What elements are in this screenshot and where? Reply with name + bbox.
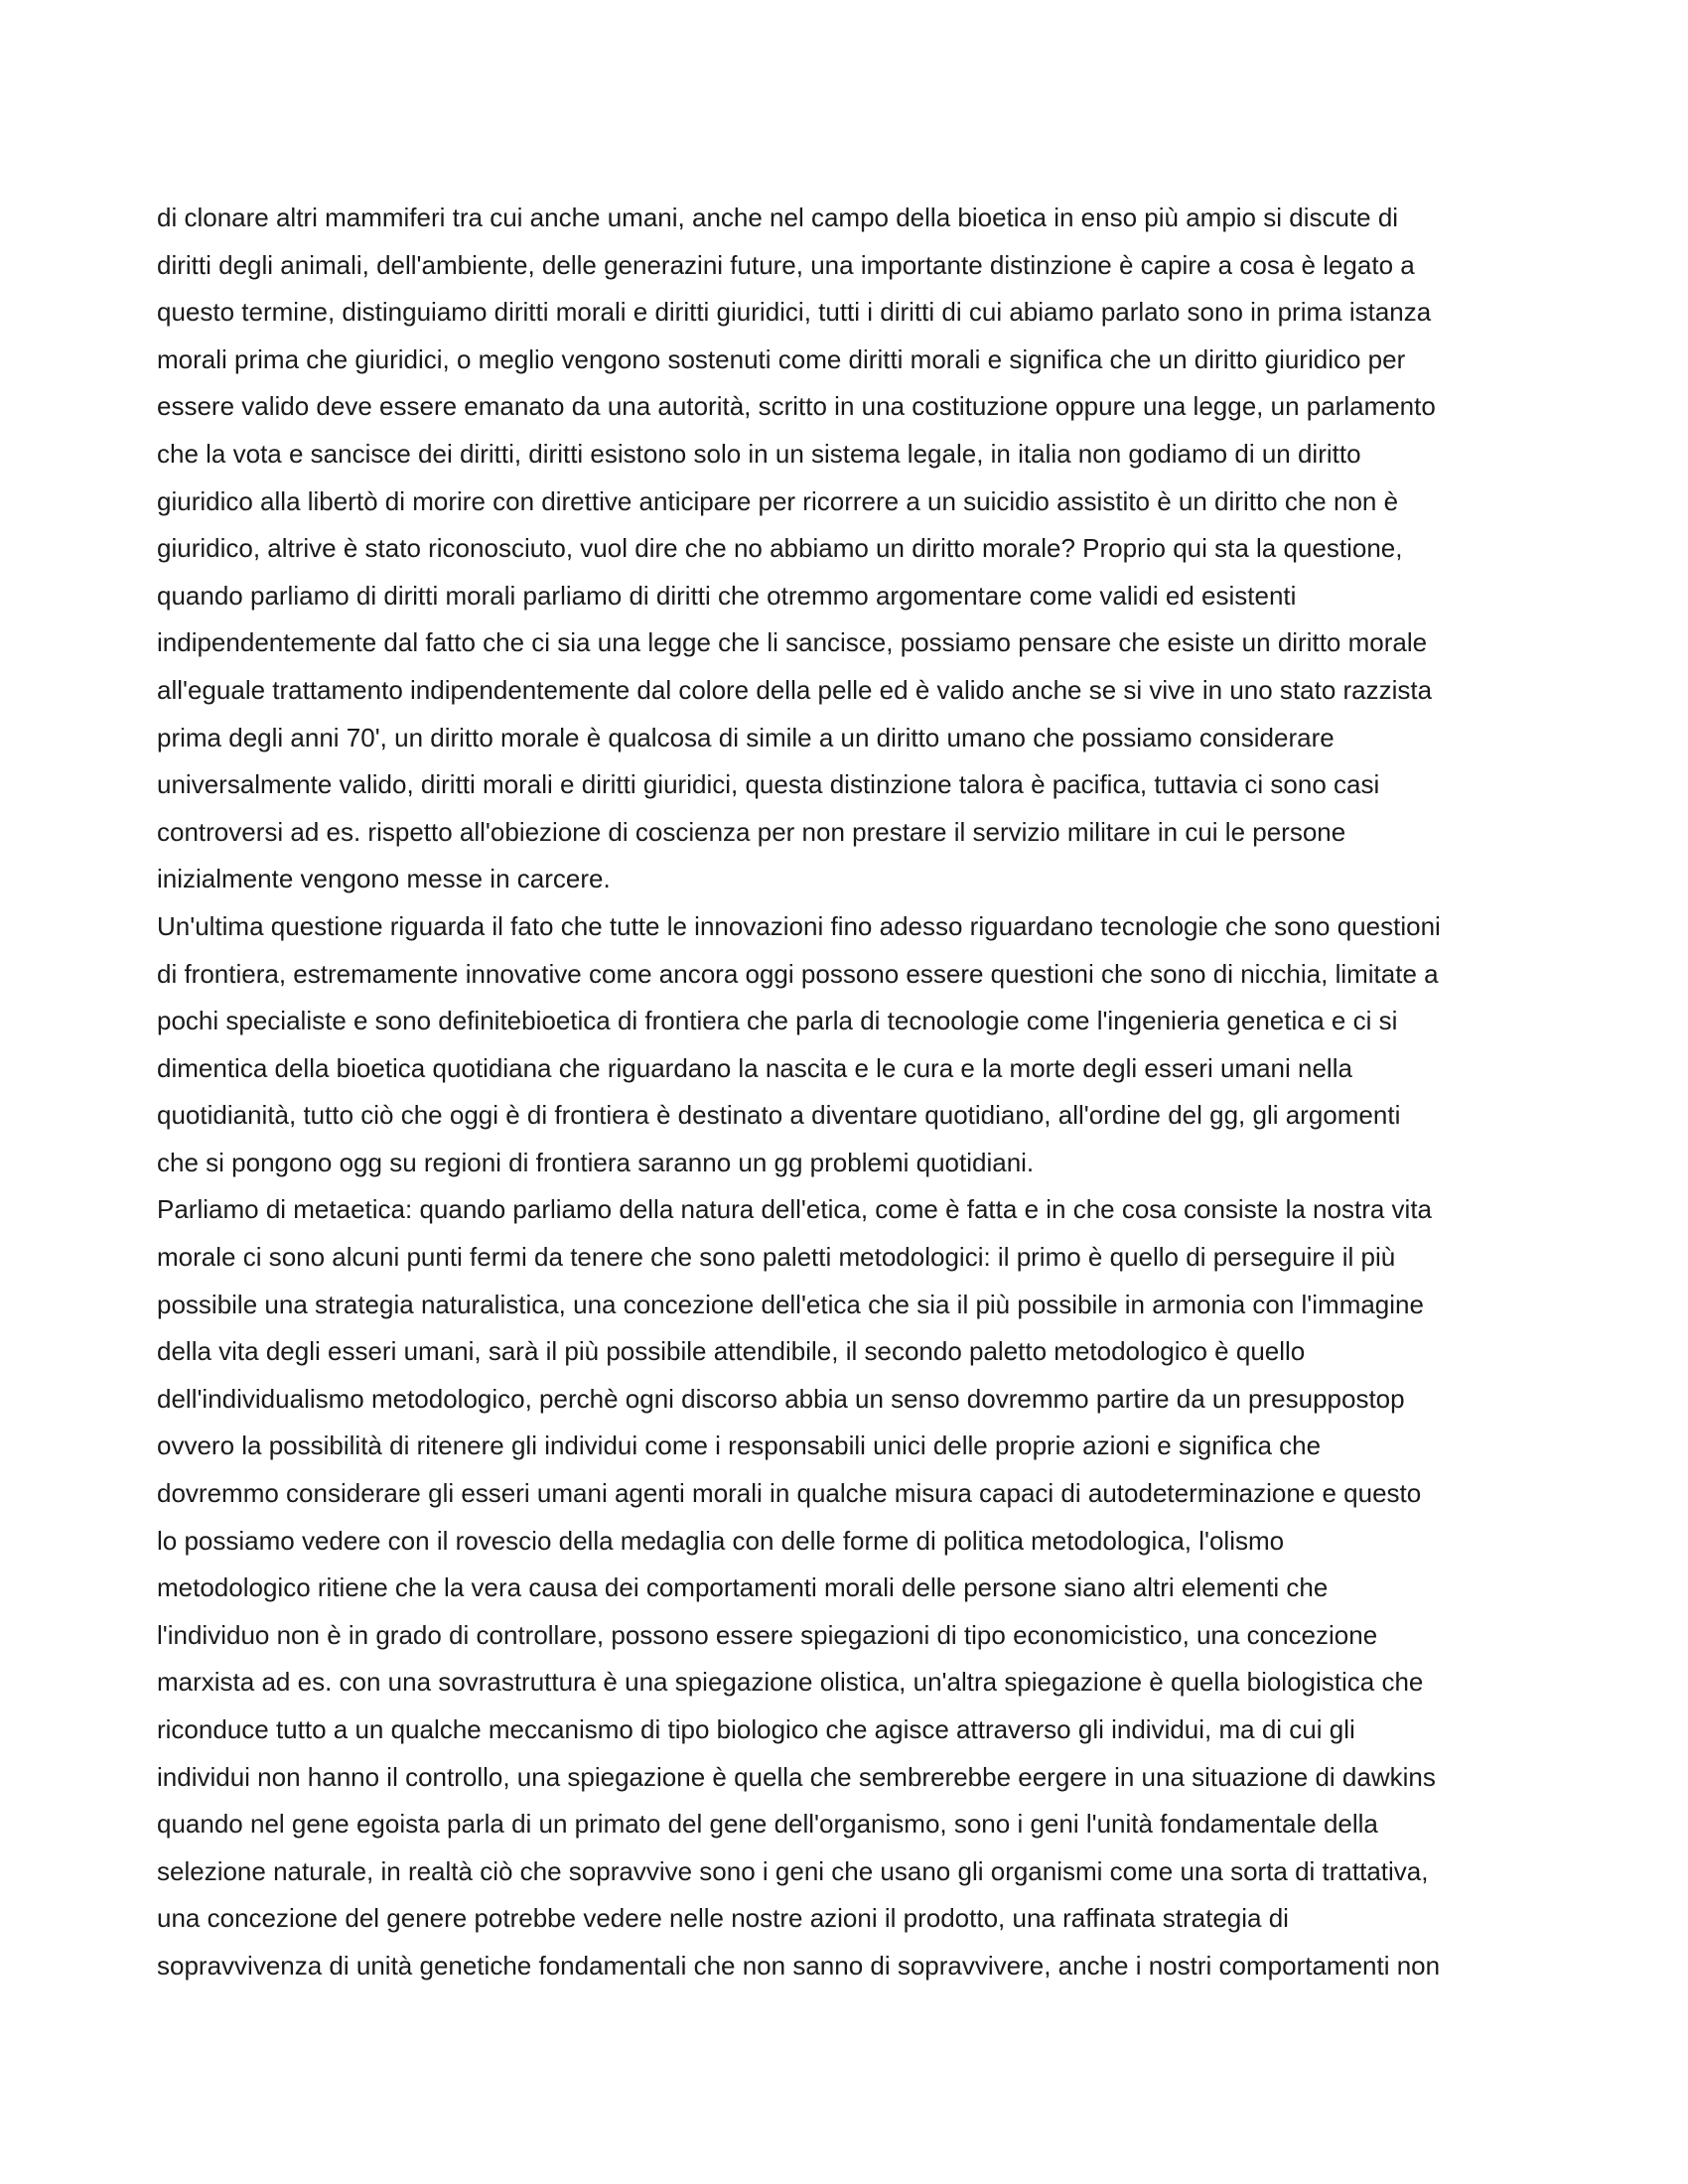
text-line: diritti degli animali, dell'ambiente, delle generazini future, una importante distinzione è capire a cosa è legato a (157, 249, 1415, 280)
text-line: che la vota e sancisce dei diritti, diritti esistono solo in un sistema legale, in italia non godiamo di un diritto (157, 438, 1361, 469)
text-line: che si pongono ogg su regioni di frontiera saranno un gg problemi quotidiani. (157, 1147, 1035, 1177)
text-line: universalmente valido, diritti morali e diritti giuridici, questa distinzione talora è pacifica, tuttavia ci sono casi (157, 769, 1380, 800)
text-line: questo termine, distinguiamo diritti morali e diritti giuridici, tutti i diritti di cui abiamo parlato sono in prima istanza (157, 297, 1432, 328)
text-line: dimentica della bioetica quotidiana che riguardano la nascita e le cura e la morte degli esseri umani nella (157, 1052, 1352, 1083)
text-line: individui non hanno il controllo, una spiegazione è quella che sembrerebbe eergere in una situazione di dawkins (157, 1761, 1436, 1792)
text-line: sopravvivenza di unità genetiche fondamentali che non sanno di sopravvivere, anche i nostri comportamenti non (157, 1950, 1441, 1980)
text-line: indipendentemente dal fatto che ci sia una legge che li sancisce, possiamo pensare che esiste un diritto morale (157, 627, 1428, 658)
text-line: ovvero la possibilità di ritenere gli individui come i responsabili unici delle proprie azioni e significa che (157, 1431, 1322, 1461)
text-line: di frontiera, estremamente innovative come ancora oggi possono essere questioni che sono di nicchia, limitate a (157, 958, 1439, 989)
text-line: inizialmente vengono messe in carcere. (157, 864, 611, 894)
text-line: Un'ultima questione riguarda il fato che tutte le innovazioni fino adesso riguardano tecnologie che sono questioni (157, 910, 1441, 941)
text-line: una concezione del genere potrebbe vedere nelle nostre azioni il prodotto, una raffinata strategia di (157, 1903, 1289, 1934)
text-line: lo possiamo vedere con il rovescio della medaglia con delle forme di politica metodologica, l'olismo (157, 1525, 1285, 1556)
text-line: giuridico, altrive è stato riconosciuto, vuol dire che no abbiamo un diritto morale? Proprio qui sta la questione, (157, 533, 1403, 564)
text-line: morale ci sono alcuni punti fermi da tenere che sono paletti metodologici: il primo è quello di perseguire il più (157, 1242, 1396, 1273)
text-line: controversi ad es. rispetto all'obiezione di coscienza per non prestare il servizio militare in cui le persone (157, 816, 1346, 847)
text-line: essere valido deve essere emanato da una autorità, scritto in una costituzione oppure una legge, un parlamento (157, 391, 1436, 422)
text-line: pochi specialiste e sono definitebioetica di frontiera che parla di tecnoologie come l'ingenieria genetica e ci si (157, 1006, 1398, 1036)
text-line: di clonare altri mammiferi tra cui anche umani, anche nel campo della bioetica in enso più ampio si discute di (157, 203, 1399, 232)
text-line: della vita degli esseri umani, sarà il più possibile attendibile, il secondo paletto metodologico è quello (157, 1336, 1306, 1367)
text-line: dovremmo considerare gli esseri umani agenti morali in qualche misura capaci di autodeterminazione e questo (157, 1478, 1422, 1509)
text-line: selezione naturale, in realtà ciò che sopravvive sono i geni che usano gli organismi come una sorta di trattativa, (157, 1855, 1429, 1886)
text-line: metodologico ritiene che la vera causa dei comportamenti morali delle persone siano altri elementi che (157, 1572, 1329, 1603)
text-line: riconduce tutto a un qualche meccanismo di tipo biologico che agisce attraverso gli individui, ma di cui gli (157, 1714, 1355, 1744)
text-line: giuridico alla libertò di morire con direttive anticipare per ricorrere a un suicidio assistito è un diritto che non è (157, 485, 1399, 516)
text-line: Parliamo di metaetica: quando parliamo della natura dell'etica, come è fatta e in che cosa consiste la nostra vita (157, 1194, 1433, 1225)
text-line: dell'individualismo metodologico, perchè ogni discorso abbia un senso dovremmo partire da un presuppostop (157, 1383, 1405, 1414)
text-line: all'eguale trattamento indipendentemente dal colore della pelle ed è valido anche se si vive in uno stato razzista (157, 674, 1433, 705)
text-line: morali prima che giuridici, o meglio vengono sostenuti come diritti morali e significa che un diritto giuridico per (157, 343, 1406, 374)
text-line: quando parliamo di diritti morali parliamo di diritti che otremmo argomentare come validi ed esistenti (157, 580, 1297, 611)
text-line: prima degli anni 70', un diritto morale è qualcosa di simile a un diritto umano che possiamo considerare (157, 722, 1335, 752)
body-text (157, 195, 1537, 1990)
text-line: marxista ad es. con una sovrastruttura è una spiegazione olistica, un'altra spiegazione è quella biologistica che (157, 1667, 1424, 1698)
text-line: quando nel gene egoista parla di un primato del gene dell'organismo, sono i geni l'unità fondamentale della (157, 1809, 1378, 1840)
text-line: possibile una strategia naturalistica, una concezione dell'etica che sia il più possibile in armonia con l'immagine (157, 1289, 1424, 1319)
text-line: l'individuo non è in grado di controllare, possono essere spiegazioni di tipo economicistico, una concezione (157, 1619, 1378, 1650)
text-line: quotidianità, tutto ciò che oggi è di frontiera è destinato a diventare quotidiano, all'ordine del gg, gli argomenti (157, 1100, 1401, 1131)
